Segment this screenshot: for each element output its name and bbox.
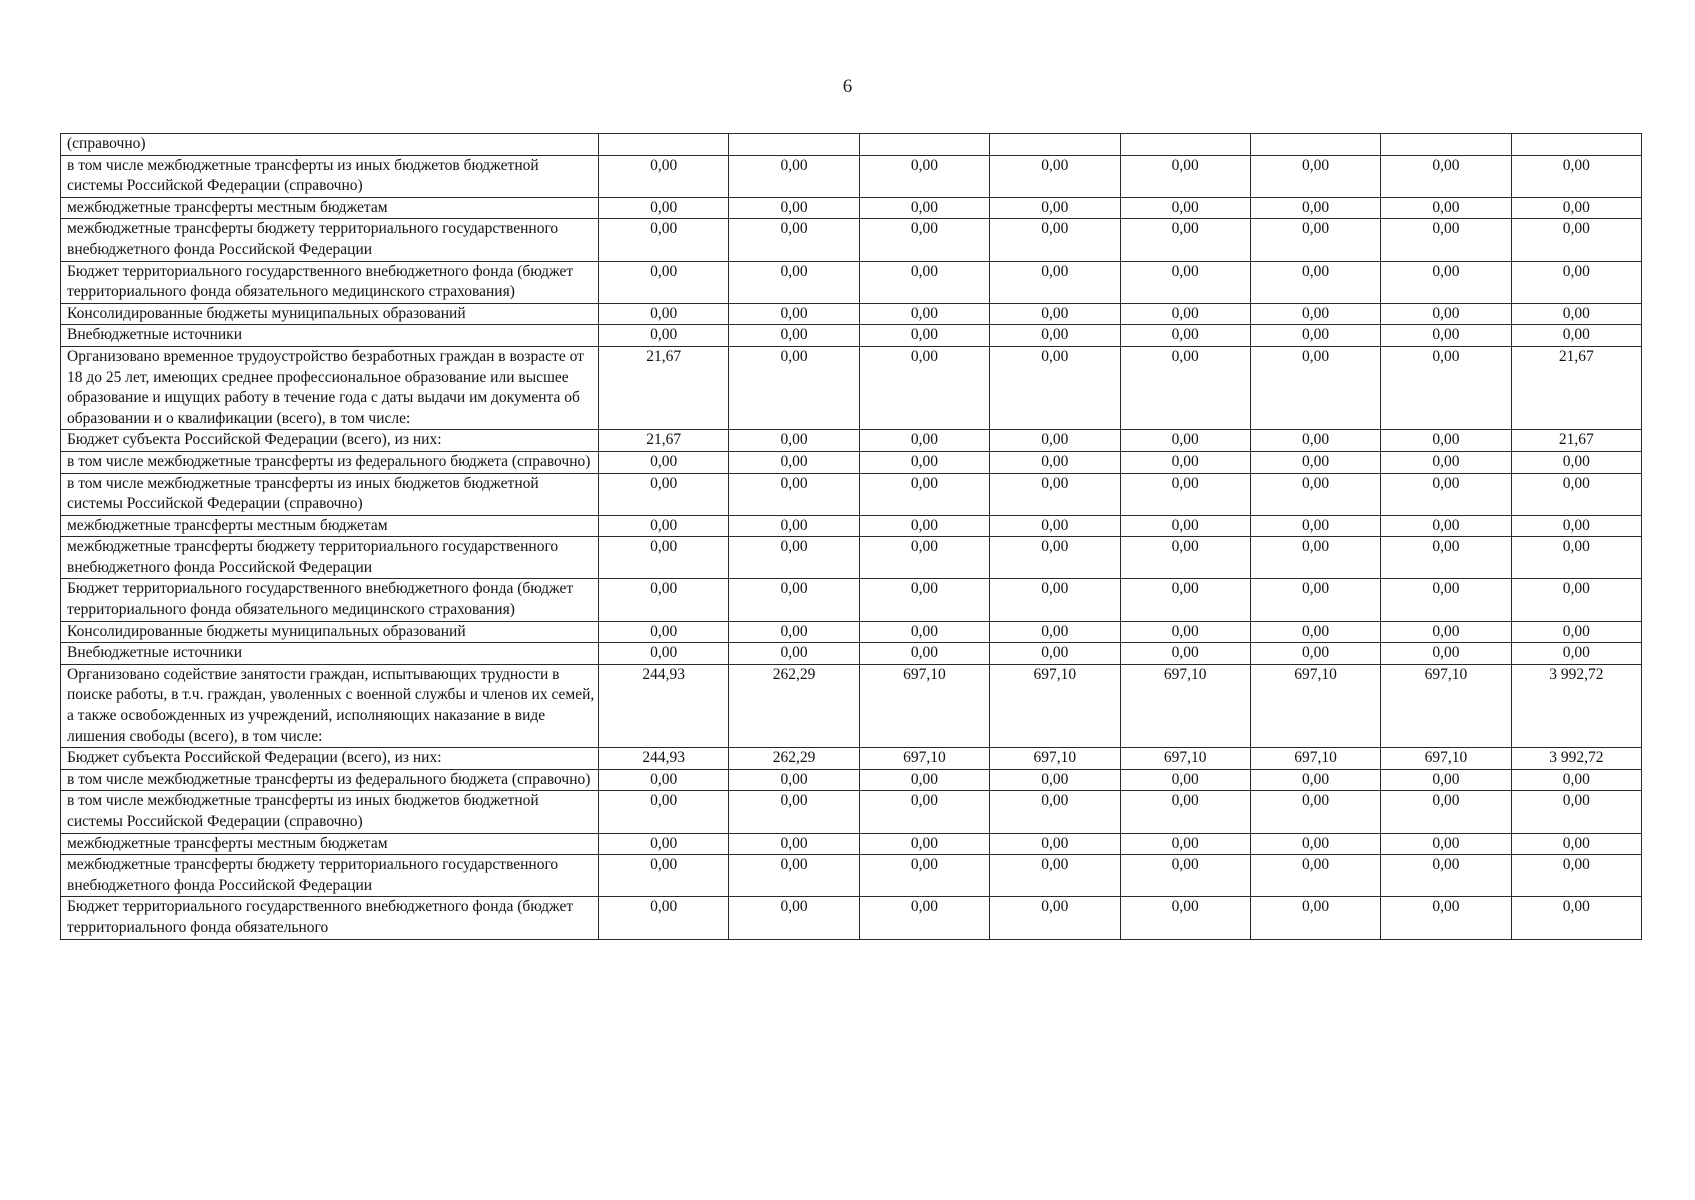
value-cell: 0,00 (1120, 791, 1250, 833)
value-cell: 0,00 (1381, 791, 1511, 833)
value-cell: 0,00 (1511, 473, 1641, 515)
value-cell: 0,00 (599, 219, 729, 261)
value-cell (1250, 134, 1380, 156)
value-cell: 0,00 (729, 769, 859, 791)
value-cell: 0,00 (1120, 769, 1250, 791)
value-cell: 0,00 (1250, 303, 1380, 325)
value-cell: 0,00 (599, 855, 729, 897)
table-row (61, 346, 1642, 429)
value-cell: 0,00 (1120, 303, 1250, 325)
value-cell: 697,10 (1120, 664, 1250, 747)
value-cell: 0,00 (729, 451, 859, 473)
row-label: в том числе межбюджетные трансферты из иных бюджетов бюджетной системы Российской Федерации (справочно) (61, 791, 599, 833)
value-cell: 21,67 (599, 346, 729, 429)
value-cell: 0,00 (990, 855, 1120, 897)
value-cell: 244,93 (599, 748, 729, 770)
value-cell: 0,00 (1511, 325, 1641, 347)
value-cell: 0,00 (729, 621, 859, 643)
table-row (61, 791, 1642, 833)
value-cell: 0,00 (1250, 451, 1380, 473)
table-row (61, 219, 1642, 261)
value-cell: 697,10 (990, 664, 1120, 747)
value-cell: 0,00 (1381, 325, 1511, 347)
value-cell: 0,00 (990, 451, 1120, 473)
row-label: Организовано содействие занятости граждан, испытывающих трудности в поиске работы, в т.ч. граждан, уволенных с военной службы и членов их семей, а также освобожденных из учреждений, исполняющих наказание в виде лишения свободы (всего), в том числе: (61, 664, 599, 747)
value-cell: 0,00 (1250, 346, 1380, 429)
value-cell: 0,00 (1511, 155, 1641, 197)
value-cell: 0,00 (1511, 769, 1641, 791)
value-cell: 0,00 (1250, 897, 1380, 939)
value-cell: 0,00 (1120, 430, 1250, 452)
row-label: Бюджет субъекта Российской Федерации (всего), из них: (61, 430, 599, 452)
row-label: межбюджетные трансферты бюджету территориального государственного внебюджетного фонда Российской Федерации (61, 855, 599, 897)
value-cell: 0,00 (1250, 833, 1380, 855)
value-cell: 0,00 (599, 897, 729, 939)
value-cell (1381, 134, 1511, 156)
value-cell: 0,00 (599, 451, 729, 473)
value-cell: 0,00 (1511, 451, 1641, 473)
value-cell: 0,00 (1120, 833, 1250, 855)
value-cell: 0,00 (859, 791, 989, 833)
table-row (61, 664, 1642, 747)
value-cell: 0,00 (859, 325, 989, 347)
value-cell: 0,00 (1511, 537, 1641, 579)
value-cell: 0,00 (729, 219, 859, 261)
value-cell: 697,10 (1250, 664, 1380, 747)
table-row (61, 197, 1642, 219)
value-cell: 0,00 (990, 155, 1120, 197)
value-cell: 0,00 (990, 621, 1120, 643)
row-label: Бюджет территориального государственного внебюджетного фонда (бюджет территориального фонда обязательного медицинского страхования) (61, 579, 599, 621)
value-cell: 0,00 (1120, 451, 1250, 473)
value-cell: 0,00 (1120, 197, 1250, 219)
value-cell: 0,00 (859, 537, 989, 579)
value-cell: 0,00 (1381, 473, 1511, 515)
value-cell: 0,00 (1511, 579, 1641, 621)
value-cell: 0,00 (1120, 515, 1250, 537)
value-cell: 0,00 (1381, 643, 1511, 665)
value-cell: 0,00 (859, 833, 989, 855)
value-cell: 697,10 (859, 664, 989, 747)
value-cell: 0,00 (599, 197, 729, 219)
table-row (61, 643, 1642, 665)
value-cell: 0,00 (1381, 833, 1511, 855)
value-cell: 262,29 (729, 664, 859, 747)
value-cell: 0,00 (859, 219, 989, 261)
value-cell: 0,00 (1511, 303, 1641, 325)
table-row (61, 537, 1642, 579)
value-cell: 0,00 (1511, 219, 1641, 261)
table-row (61, 515, 1642, 537)
value-cell: 0,00 (1250, 325, 1380, 347)
value-cell: 0,00 (859, 430, 989, 452)
value-cell: 262,29 (729, 748, 859, 770)
value-cell (990, 134, 1120, 156)
value-cell: 3 992,72 (1511, 748, 1641, 770)
value-cell: 0,00 (990, 833, 1120, 855)
value-cell: 21,67 (1511, 346, 1641, 429)
value-cell: 0,00 (1381, 451, 1511, 473)
value-cell: 0,00 (1120, 261, 1250, 303)
value-cell: 0,00 (1381, 261, 1511, 303)
table-row (61, 855, 1642, 897)
value-cell: 697,10 (1381, 664, 1511, 747)
value-cell: 0,00 (729, 155, 859, 197)
value-cell: 0,00 (1250, 855, 1380, 897)
value-cell: 0,00 (1250, 579, 1380, 621)
value-cell: 0,00 (599, 769, 729, 791)
value-cell: 0,00 (1120, 579, 1250, 621)
value-cell: 0,00 (729, 537, 859, 579)
value-cell: 0,00 (859, 261, 989, 303)
value-cell: 697,10 (1250, 748, 1380, 770)
value-cell: 0,00 (1250, 155, 1380, 197)
value-cell: 0,00 (990, 537, 1120, 579)
value-cell: 0,00 (990, 579, 1120, 621)
row-label: (справочно) (61, 134, 599, 156)
row-label: межбюджетные трансферты местным бюджетам (61, 515, 599, 537)
value-cell: 0,00 (1381, 515, 1511, 537)
value-cell: 0,00 (599, 473, 729, 515)
value-cell: 0,00 (1250, 261, 1380, 303)
row-label: Консолидированные бюджеты муниципальных образований (61, 303, 599, 325)
value-cell: 0,00 (859, 643, 989, 665)
table-row (61, 325, 1642, 347)
value-cell: 0,00 (1120, 155, 1250, 197)
budget-table (60, 133, 1642, 940)
value-cell (1120, 134, 1250, 156)
value-cell: 244,93 (599, 664, 729, 747)
value-cell: 0,00 (1381, 579, 1511, 621)
value-cell: 0,00 (1250, 197, 1380, 219)
value-cell (859, 134, 989, 156)
value-cell: 0,00 (859, 346, 989, 429)
value-cell: 0,00 (990, 515, 1120, 537)
row-label: Бюджет территориального государственного внебюджетного фонда (бюджет территориального фонда обязательного (61, 897, 599, 939)
value-cell: 0,00 (1120, 855, 1250, 897)
value-cell: 0,00 (990, 769, 1120, 791)
value-cell: 0,00 (1250, 537, 1380, 579)
table-row (61, 897, 1642, 939)
value-cell: 0,00 (990, 346, 1120, 429)
table-row (61, 473, 1642, 515)
value-cell: 0,00 (729, 346, 859, 429)
value-cell: 0,00 (599, 303, 729, 325)
value-cell: 697,10 (1120, 748, 1250, 770)
value-cell: 0,00 (729, 855, 859, 897)
value-cell: 0,00 (1250, 791, 1380, 833)
value-cell: 0,00 (729, 261, 859, 303)
table-body (61, 134, 1642, 940)
value-cell: 0,00 (1120, 219, 1250, 261)
table-row (61, 155, 1642, 197)
value-cell: 0,00 (1381, 430, 1511, 452)
row-label: в том числе межбюджетные трансферты из иных бюджетов бюджетной системы Российской Федерации (справочно) (61, 155, 599, 197)
value-cell: 21,67 (599, 430, 729, 452)
value-cell: 0,00 (599, 791, 729, 833)
value-cell: 0,00 (990, 261, 1120, 303)
value-cell: 0,00 (729, 833, 859, 855)
value-cell: 0,00 (599, 833, 729, 855)
value-cell: 0,00 (1381, 855, 1511, 897)
value-cell: 0,00 (1381, 155, 1511, 197)
value-cell: 0,00 (1381, 769, 1511, 791)
table-row (61, 579, 1642, 621)
value-cell: 0,00 (1511, 621, 1641, 643)
value-cell: 0,00 (1511, 897, 1641, 939)
value-cell: 0,00 (990, 791, 1120, 833)
value-cell: 0,00 (859, 579, 989, 621)
value-cell: 0,00 (599, 515, 729, 537)
value-cell: 21,67 (1511, 430, 1641, 452)
value-cell: 0,00 (859, 155, 989, 197)
value-cell (1511, 134, 1641, 156)
value-cell: 0,00 (729, 430, 859, 452)
value-cell: 0,00 (859, 473, 989, 515)
value-cell: 0,00 (1250, 473, 1380, 515)
value-cell: 0,00 (1120, 621, 1250, 643)
table-row (61, 769, 1642, 791)
value-cell: 0,00 (990, 219, 1120, 261)
value-cell: 0,00 (729, 197, 859, 219)
value-cell: 0,00 (729, 897, 859, 939)
value-cell: 0,00 (1120, 473, 1250, 515)
value-cell: 0,00 (1511, 261, 1641, 303)
value-cell: 0,00 (1250, 621, 1380, 643)
value-cell: 0,00 (859, 855, 989, 897)
row-label: Организовано временное трудоустройство безработных граждан в возрасте от 18 до 25 лет, имеющих среднее профессиональное образование или высшее образование и ищущих работу в течение года с даты выдачи им документа об образовании и о квалификации (всего), в том числе: (61, 346, 599, 429)
value-cell: 0,00 (990, 473, 1120, 515)
row-label: в том числе межбюджетные трансферты из федерального бюджета (справочно) (61, 769, 599, 791)
table-row (61, 430, 1642, 452)
table-row (61, 621, 1642, 643)
value-cell: 0,00 (990, 325, 1120, 347)
value-cell: 0,00 (1250, 430, 1380, 452)
value-cell: 0,00 (1120, 325, 1250, 347)
value-cell: 0,00 (1381, 897, 1511, 939)
row-label: Бюджет территориального государственного внебюджетного фонда (бюджет территориального фонда обязательного медицинского страхования) (61, 261, 599, 303)
value-cell: 0,00 (1381, 346, 1511, 429)
value-cell: 0,00 (599, 155, 729, 197)
row-label: межбюджетные трансферты бюджету территориального государственного внебюджетного фонда Российской Федерации (61, 537, 599, 579)
value-cell: 0,00 (859, 197, 989, 219)
value-cell: 0,00 (1511, 197, 1641, 219)
value-cell: 0,00 (729, 515, 859, 537)
value-cell: 0,00 (1120, 643, 1250, 665)
value-cell: 0,00 (1381, 621, 1511, 643)
value-cell: 0,00 (1511, 791, 1641, 833)
value-cell: 0,00 (599, 579, 729, 621)
value-cell: 0,00 (729, 303, 859, 325)
value-cell: 0,00 (1511, 515, 1641, 537)
value-cell: 0,00 (1250, 515, 1380, 537)
value-cell: 0,00 (599, 643, 729, 665)
row-label: Внебюджетные источники (61, 643, 599, 665)
value-cell: 0,00 (1120, 346, 1250, 429)
value-cell (729, 134, 859, 156)
table-row (61, 303, 1642, 325)
row-label: Бюджет субъекта Российской Федерации (всего), из них: (61, 748, 599, 770)
value-cell: 697,10 (990, 748, 1120, 770)
row-label: в том числе межбюджетные трансферты из федерального бюджета (справочно) (61, 451, 599, 473)
value-cell: 0,00 (859, 451, 989, 473)
row-label: в том числе межбюджетные трансферты из иных бюджетов бюджетной системы Российской Федерации (справочно) (61, 473, 599, 515)
value-cell: 0,00 (1511, 833, 1641, 855)
table-row (61, 134, 1642, 156)
value-cell: 0,00 (729, 791, 859, 833)
value-cell (599, 134, 729, 156)
value-cell: 0,00 (599, 621, 729, 643)
row-label: Внебюджетные источники (61, 325, 599, 347)
value-cell: 0,00 (599, 261, 729, 303)
value-cell: 0,00 (1120, 897, 1250, 939)
row-label: межбюджетные трансферты бюджету территориального государственного внебюджетного фонда Российской Федерации (61, 219, 599, 261)
value-cell: 0,00 (1511, 643, 1641, 665)
value-cell: 0,00 (859, 897, 989, 939)
value-cell: 0,00 (1381, 219, 1511, 261)
row-label: межбюджетные трансферты местным бюджетам (61, 197, 599, 219)
value-cell: 0,00 (859, 621, 989, 643)
value-cell: 0,00 (859, 515, 989, 537)
value-cell: 0,00 (859, 769, 989, 791)
table-row (61, 748, 1642, 770)
value-cell: 0,00 (599, 537, 729, 579)
value-cell: 0,00 (990, 430, 1120, 452)
row-label: Консолидированные бюджеты муниципальных образований (61, 621, 599, 643)
value-cell: 0,00 (1381, 303, 1511, 325)
value-cell: 0,00 (1250, 219, 1380, 261)
value-cell: 0,00 (1250, 643, 1380, 665)
value-cell: 697,10 (1381, 748, 1511, 770)
value-cell: 0,00 (990, 643, 1120, 665)
value-cell: 0,00 (1381, 537, 1511, 579)
value-cell: 0,00 (990, 197, 1120, 219)
value-cell: 0,00 (1381, 197, 1511, 219)
value-cell: 0,00 (729, 325, 859, 347)
value-cell: 0,00 (1250, 769, 1380, 791)
value-cell: 0,00 (729, 579, 859, 621)
table-row (61, 833, 1642, 855)
value-cell: 0,00 (990, 303, 1120, 325)
value-cell: 0,00 (729, 473, 859, 515)
value-cell: 0,00 (599, 325, 729, 347)
value-cell: 0,00 (729, 643, 859, 665)
value-cell: 0,00 (859, 303, 989, 325)
row-label: межбюджетные трансферты местным бюджетам (61, 833, 599, 855)
table-row (61, 261, 1642, 303)
value-cell: 3 992,72 (1511, 664, 1641, 747)
value-cell: 0,00 (1120, 537, 1250, 579)
table-row (61, 451, 1642, 473)
value-cell: 0,00 (990, 897, 1120, 939)
value-cell: 697,10 (859, 748, 989, 770)
page-number: 6 (842, 76, 853, 97)
value-cell: 0,00 (1511, 855, 1641, 897)
